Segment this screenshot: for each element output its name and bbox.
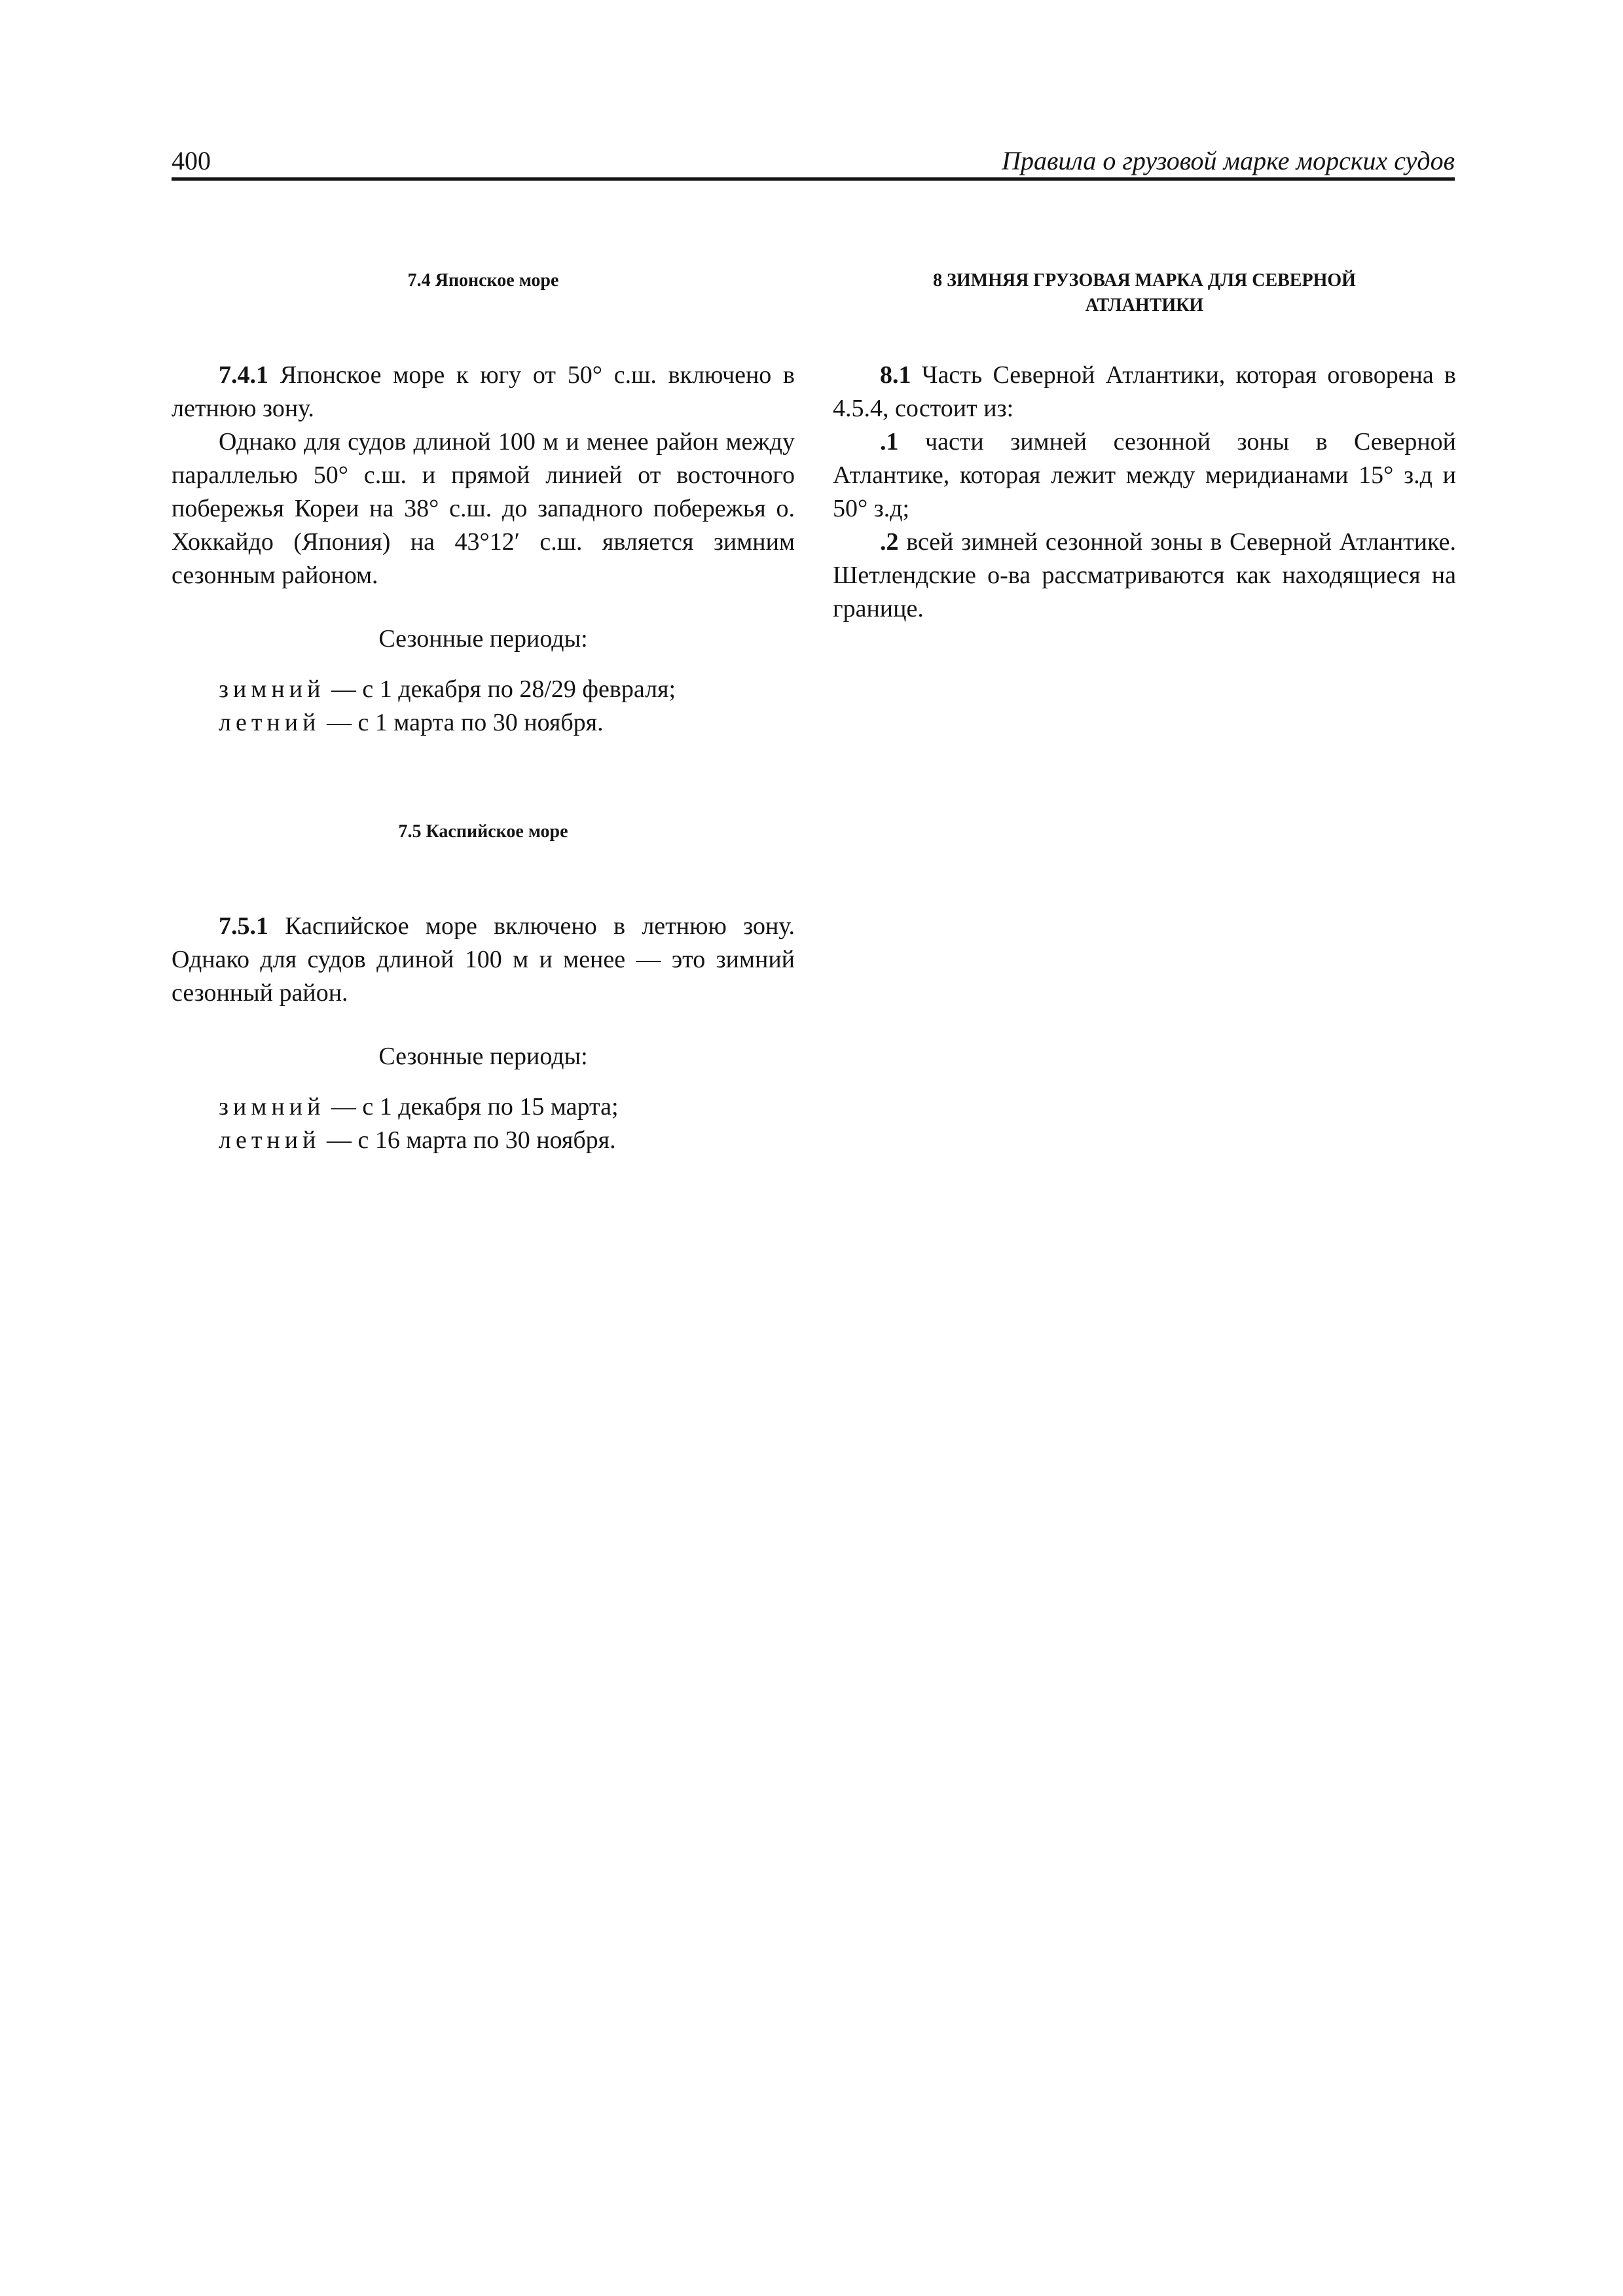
paragraph-7-4-exception: Однако для судов длиной 100 м и менее район между параллелью 50° с.ш. и прямой линией от восточного побережья Кореи на 38° с.ш. до западного побережья о. Хоккайдо (Япония) на 43°12′ с.ш. является зимним сезонным районом.	[172, 428, 795, 589]
seasonal-periods-label: Сезонные периоды:	[378, 625, 588, 653]
list-item-2	[833, 526, 1456, 626]
page-header	[172, 143, 1455, 181]
paragraph-number: 7.4.1	[219, 361, 268, 389]
page-number: 400	[172, 146, 211, 175]
right-column	[833, 196, 1456, 626]
paragraph-8-1	[833, 359, 1456, 425]
paragraph-number: 8.1	[880, 361, 911, 389]
paragraph-7-4-1	[172, 359, 795, 425]
season-word: зимний	[219, 1093, 325, 1121]
left-column	[172, 196, 795, 1157]
paragraph-7-5-1	[172, 910, 795, 1010]
paragraph-text: Часть Северной Атлантики, которая оговорена в 4.5.4, состоит из:	[833, 361, 1456, 422]
paragraph-text: Японское море к югу от 50° с.ш. включено в летнюю зону.	[172, 361, 795, 422]
seasonal-periods-label: Сезонные периоды:	[378, 1043, 588, 1070]
winter-period	[172, 1090, 795, 1124]
item-text: части зимней сезонной зоны в Северной Атлантике, которая лежит между меридианами 15° з.д и 50° з.д;	[833, 428, 1456, 522]
summer-period	[172, 1124, 795, 1157]
season-word: летний	[219, 709, 321, 736]
item-text: всей зимней сезонной зоны в Северной Атлантике. Шетлендские о-ва рассматриваются как находящиеся на границе.	[833, 528, 1456, 622]
season-dates: — с 16 марта по 30 ноября.	[320, 1126, 616, 1154]
paragraph-number: 7.5.1	[219, 912, 268, 940]
header-rule	[172, 177, 1455, 181]
season-dates: — с 1 декабря по 28/29 февраля;	[325, 675, 676, 703]
summer-period	[172, 706, 795, 740]
season-word: зимний	[219, 675, 325, 703]
section-7-4-title: 7.4 Японское море	[407, 270, 559, 291]
season-word: летний	[219, 1126, 321, 1154]
list-item-1	[833, 425, 1456, 526]
item-number: .2	[880, 528, 899, 556]
section-8-title-line: АТЛАНТИКИ	[1085, 295, 1204, 315]
section-8-title	[833, 268, 1456, 318]
running-title: Правила о грузовой марке морских судов	[1002, 146, 1455, 175]
winter-period	[172, 673, 795, 706]
paragraph-text: Каспийское море включено в летнюю зону. Однако для судов длиной 100 м и менее — это зимний сезонный район.	[172, 912, 795, 1007]
section-7-5-title: 7.5 Каспийское море	[398, 821, 568, 842]
section-8-title-line: 8 ЗИМНЯЯ ГРУЗОВАЯ МАРКА ДЛЯ СЕВЕРНОЙ	[933, 270, 1356, 291]
season-dates: — с 1 марта по 30 ноября.	[320, 709, 604, 736]
item-number: .1	[880, 428, 899, 456]
season-dates: — с 1 декабря по 15 марта;	[325, 1093, 619, 1121]
